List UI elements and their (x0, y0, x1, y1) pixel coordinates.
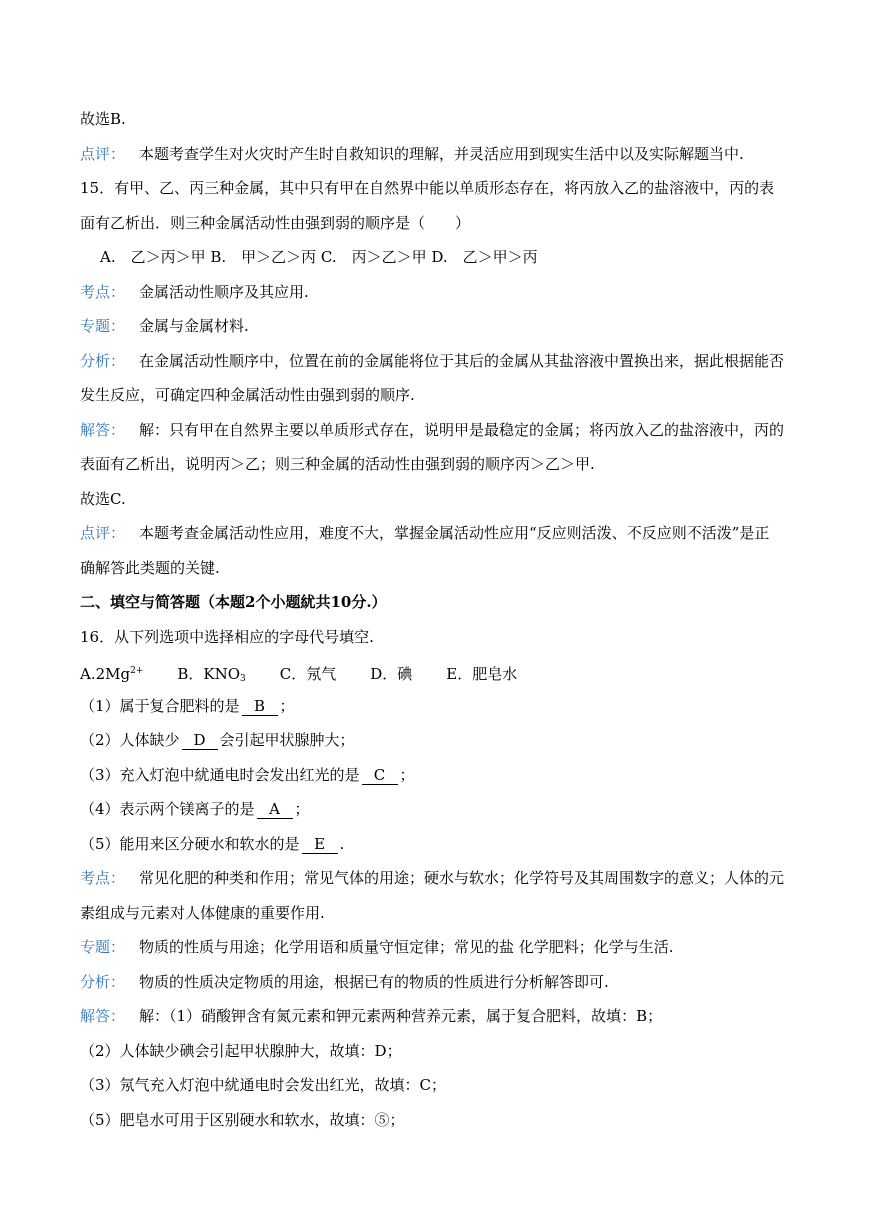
q16-zhuanti: 物质的性质与用途；化学用语和质量守恒定律；常见的盐 化学肥料；化学与生活. (139, 938, 674, 956)
opt-a-text: A.2Mg (80, 665, 131, 683)
q16-item-3 (80, 764, 792, 786)
item-suffix: ； (279, 696, 295, 715)
q16-option-a (80, 660, 143, 685)
q16-item-4 (80, 798, 792, 820)
item-text: （4）表示两个镁离子的是 (80, 800, 255, 818)
fenxi-tag: 分析： (80, 351, 126, 370)
q16-option-b (177, 663, 245, 690)
answer-blank: E (302, 836, 338, 854)
q15-jieda-line1 (80, 419, 792, 441)
item-text: （1）属于复合肥料的是 (80, 696, 240, 715)
q16-fenxi: 物质的性质决定物质的用途，根据已有的物质的性质进行分析解答即可. (139, 972, 609, 991)
q16-jieda-line2: （2）人体缺少碘会引起甲状腺肿大，故填：D； (80, 1041, 402, 1060)
q14-conclusion: 故选B. (80, 110, 126, 128)
q15-jieda-line2: 表面有乙析出，说明丙＞乙；则三种金属的活动性由强到弱的顺序丙＞乙＞甲. (80, 455, 595, 473)
q15-fenxi-line1 (80, 350, 792, 372)
q16-stem: 16．从下列选项中选择相应的字母代号填空. (80, 627, 374, 646)
document-page (80, 108, 792, 1143)
jieda-tag: 解答： (80, 1007, 126, 1025)
answer-blank: C (362, 767, 398, 785)
q15-comment-line1 (80, 522, 792, 544)
answer-blank: B (242, 698, 278, 716)
q15-zhuanti-line (80, 315, 792, 337)
q15-jieda-1: 解：只有甲在自然界主要以单质形式存在，说明甲是最稳定的金属；将丙放入乙的盐溶液中，丙的 (139, 420, 785, 439)
q15-fenxi-line2: 发生反应，可确定四种金属活动性由强到弱的顺序. (80, 386, 415, 404)
item-suffix: . (339, 834, 345, 853)
fenxi-tag: 分析： (80, 972, 126, 991)
q16-option-d: D．碘 (370, 665, 413, 683)
q16-jieda-line4: （5）肥皂水可用于区别硬水和软水，故填：⑤； (80, 1110, 405, 1129)
q15-options: A. 乙＞丙＞甲 B. 甲＞乙＞丙 C. 丙＞乙＞甲 D. 乙＞甲＞丙 (100, 248, 538, 266)
q15-stem-line1: 15．有甲、乙、丙三种金属，其中只有甲在自然界中能以单质形态存在，将丙放入乙的盐溶液中，丙的表 (80, 179, 775, 197)
item-text: （3）充入灯泡中紌通电时会发出红光的是 (80, 765, 360, 784)
comment-tag: 点评： (80, 144, 126, 163)
q16-kaodian-line1 (80, 867, 792, 889)
q16-item-5 (80, 833, 792, 855)
item-suffix: ； (294, 800, 310, 818)
q16-jieda-1: 解：（1）硝酸钾含有氮元素和钾元素两种营养元素，属于复合肥料，故填：B； (139, 1007, 663, 1025)
section2-title: 二、填空与简答题（本题2个小题紌共10分.） (80, 593, 387, 611)
q16-jieda-line1 (80, 1005, 792, 1027)
q15-fenxi-1: 在金属活动性顺序中，位置在前的金属能将位于其后的金属从其盐溶液中置换出来，据此根据能否 (139, 351, 785, 370)
answer-blank: A (257, 801, 293, 819)
jieda-tag: 解答： (80, 420, 126, 439)
item-text: （5）能用来区分硬水和软水的是 (80, 834, 300, 853)
zhuanti-tag: 专题： (80, 317, 126, 335)
comment-tag: 点评： (80, 524, 126, 542)
zhuanti-tag: 专题： (80, 938, 126, 956)
item-suffix: ； (399, 765, 415, 784)
q15-conclusion: 故选C. (80, 489, 126, 508)
item-suffix: 会引起甲状腺肿大； (219, 731, 355, 749)
kaodian-tag: 考点： (80, 282, 126, 301)
q16-option-c: C．氖气 (279, 665, 337, 683)
opt-a-charge: 2+ (130, 666, 144, 676)
opt-b-text: B．KNO (177, 665, 241, 683)
q16-options (80, 660, 792, 682)
q16-option-e: E．肥皂水 (446, 665, 518, 683)
q16-kaodian-line2: 素组成与元素对人体健康的重要作用. (80, 903, 325, 922)
item-text: （2）人体缺少 (80, 731, 180, 749)
q15-stem-line2: 面有乙析出．则三种金属活动性由强到弱的顺序是（ ） (80, 213, 471, 232)
q15-comment-1: 本题考查金属活动性应用，难度不大，掌握金属活动性应用“反应则活泼、不反应则不活泼”是正 (139, 524, 770, 542)
kaodian-tag: 考点： (80, 869, 126, 887)
answer-blank: D (182, 732, 218, 750)
q14-comment-line (80, 143, 792, 165)
q15-zhuanti: 金属与金属材料. (139, 317, 249, 335)
q14-comment: 本题考查学生对火灾时产生时自救知识的理解，并灵活应用到现实生活中以及实际解题当中. (139, 144, 744, 163)
q16-zhuanti-line (80, 936, 792, 958)
q16-item-1 (80, 695, 792, 717)
q16-kaodian-1: 常见化肥的种类和作用；常见气体的用途；硬水与软水；化学符号及其周围数字的意义；人体的元 (139, 869, 785, 887)
q16-jieda-line3: （3）氖气充入灯泡中紌通电时会发出红光，故填：C； (80, 1076, 447, 1094)
q16-item-2 (80, 729, 792, 751)
opt-b-subscript: 3 (240, 674, 246, 684)
q15-comment-line2: 确解答此类题的关键. (80, 558, 220, 577)
q15-kaodian-line (80, 281, 792, 303)
q15-kaodian: 金属活动性顺序及其应用. (139, 282, 309, 301)
q16-fenxi-line (80, 971, 792, 993)
